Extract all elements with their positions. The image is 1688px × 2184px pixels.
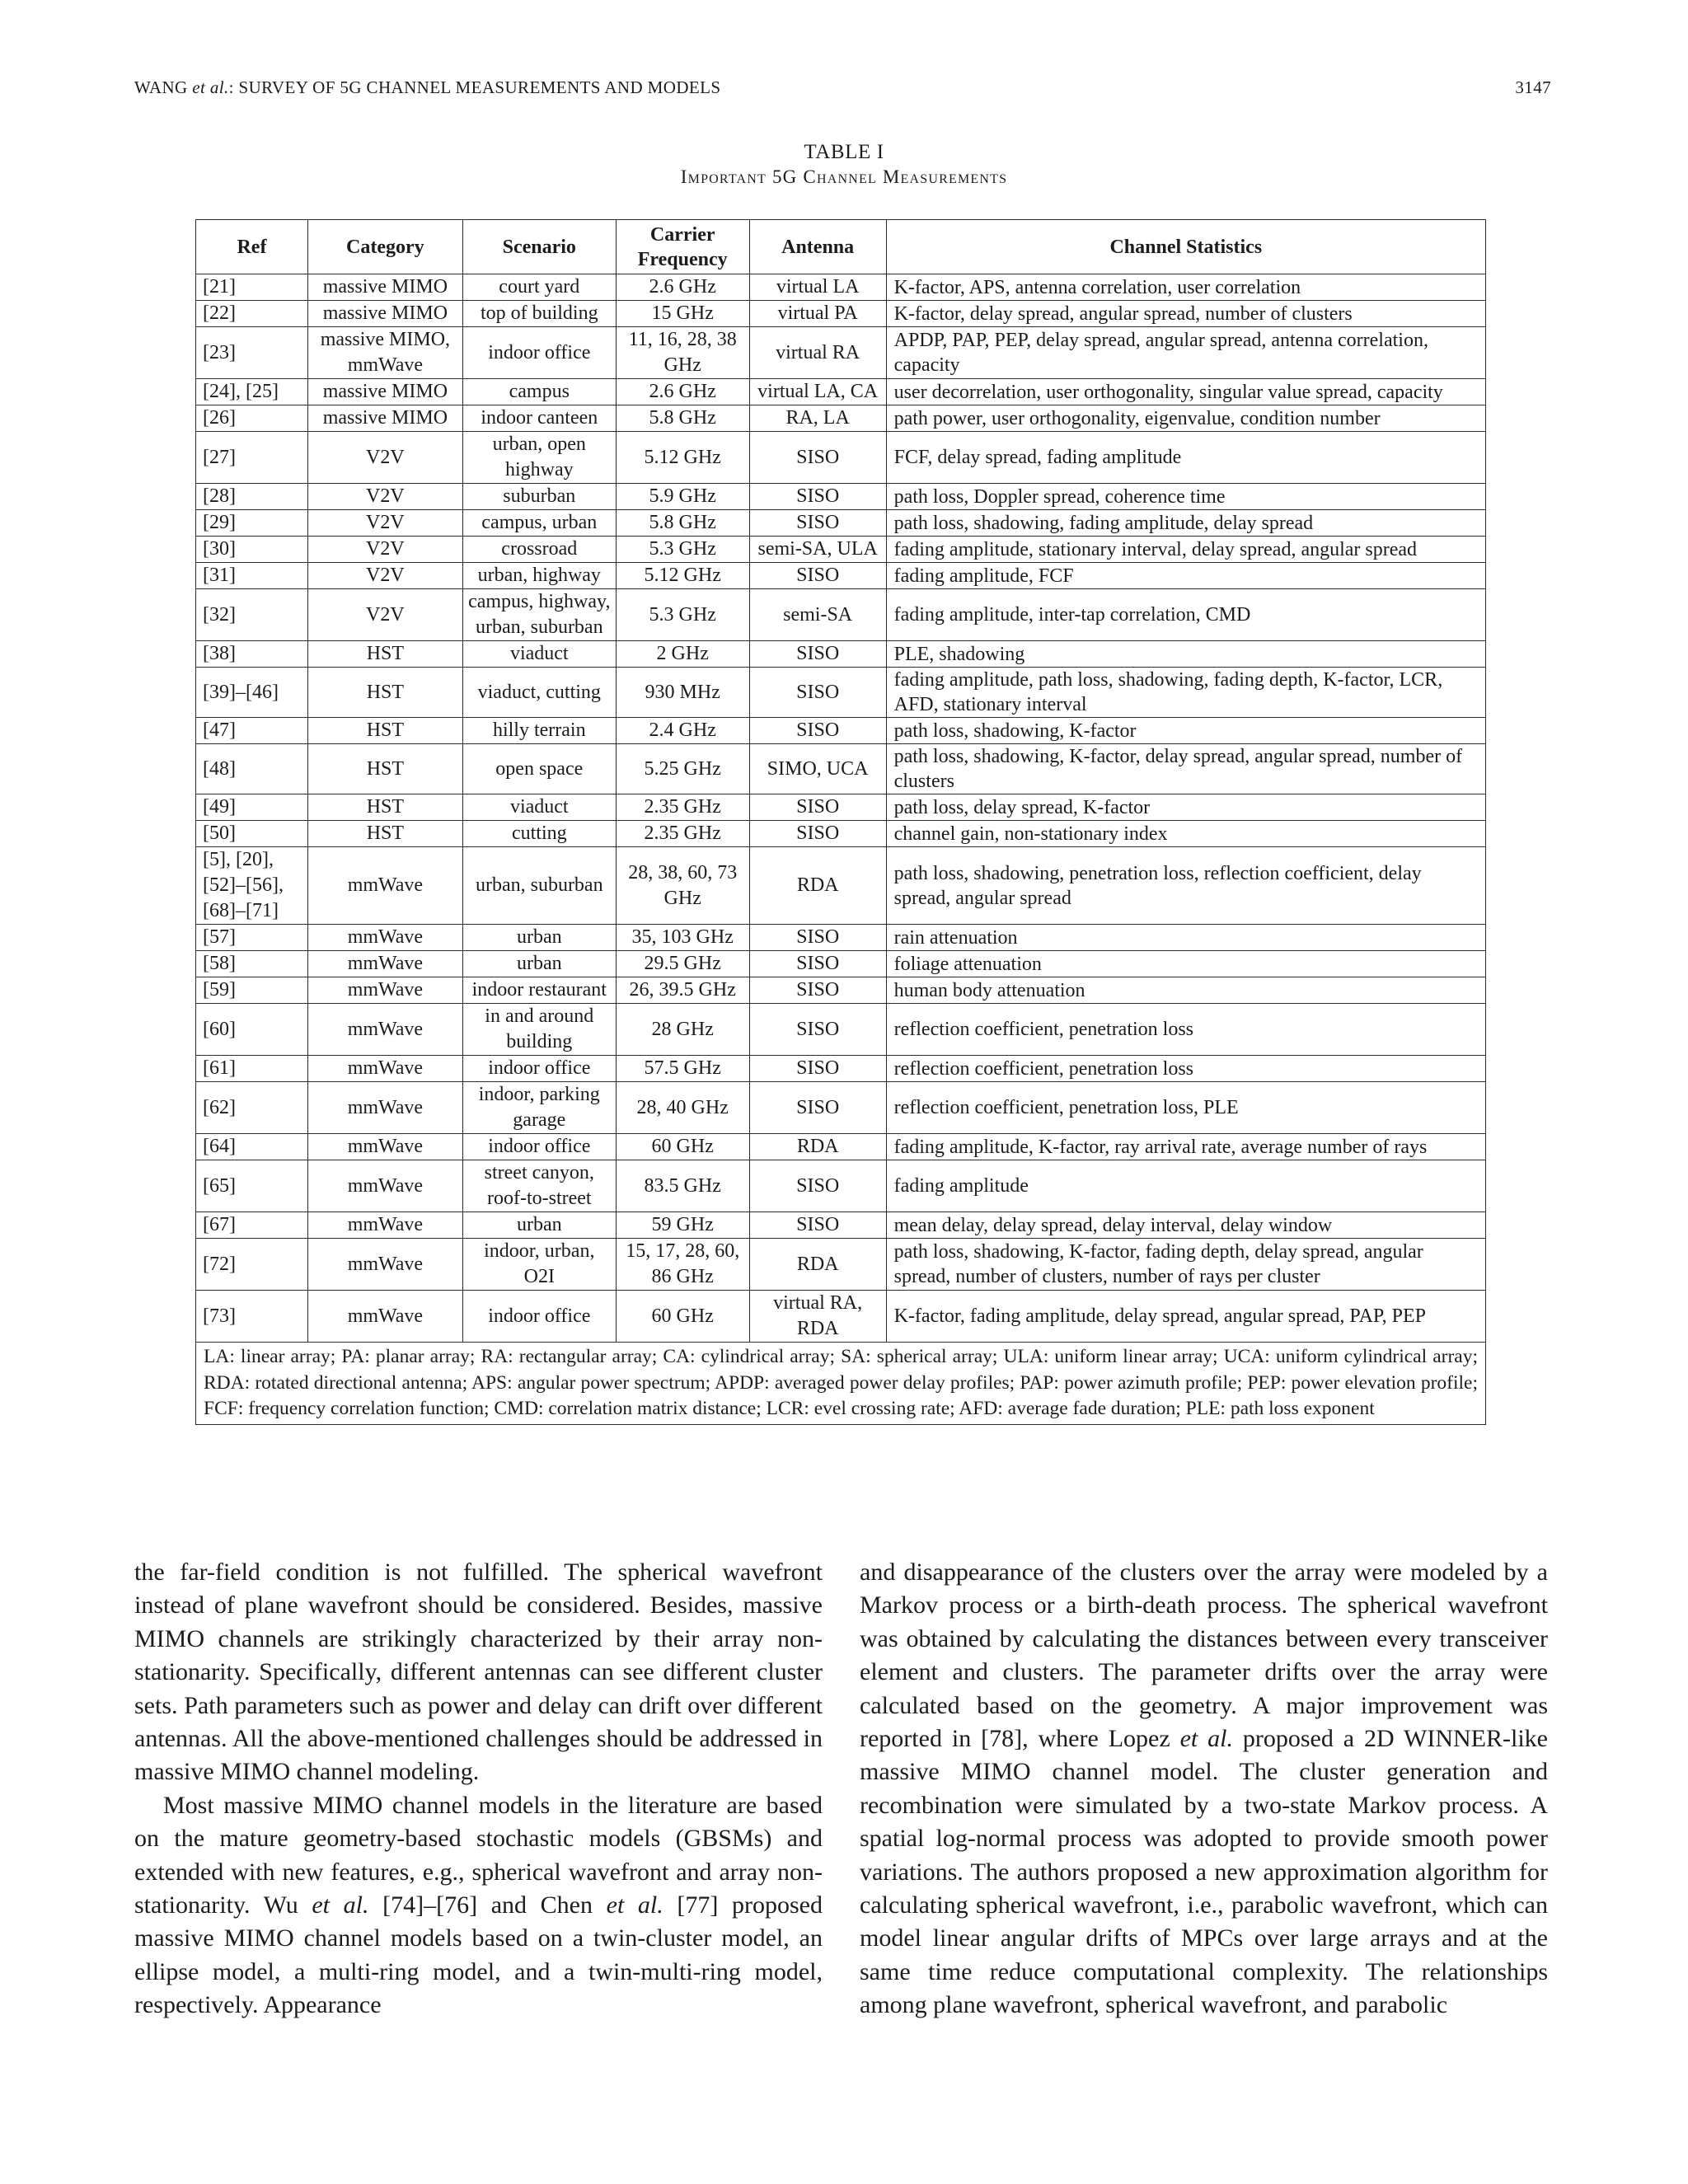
cell-channel-statistics: path loss, shadowing, penetration loss, reflection coefficient, delay spread, angular spread [886, 847, 1485, 925]
cell-frequency: 5.12 GHz [616, 563, 749, 589]
cell-antenna: RDA [749, 1134, 886, 1160]
cell-scenario: cutting [462, 821, 616, 847]
cell-antenna: virtual RA, RDA [749, 1291, 886, 1343]
cell-frequency: 2.35 GHz [616, 794, 749, 821]
table-row [196, 484, 1486, 510]
cell-channel-statistics: path loss, delay spread, K-factor [886, 794, 1485, 821]
cell-ref: [24], [25] [196, 379, 308, 405]
cell-frequency: 2.35 GHz [616, 821, 749, 847]
cell-ref: [5], [20], [52]–[56], [68]–[71] [196, 847, 308, 925]
cell-frequency: 28, 40 GHz [616, 1082, 749, 1134]
cell-category: mmWave [307, 1004, 462, 1056]
cell-frequency: 2.4 GHz [616, 718, 749, 744]
running-title [134, 77, 720, 98]
table-row [196, 847, 1486, 925]
cell-frequency: 11, 16, 28, 38 GHz [616, 327, 749, 379]
cell-ref: [27] [196, 432, 308, 484]
cell-category: massive MIMO [307, 301, 462, 327]
cell-channel-statistics: FCF, delay spread, fading amplitude [886, 432, 1485, 484]
cell-scenario: indoor canteen [462, 405, 616, 432]
cell-category: mmWave [307, 1056, 462, 1082]
cell-antenna: SISO [749, 432, 886, 484]
header-channel-statistics: Channel Statistics [886, 220, 1485, 274]
cell-antenna: SISO [749, 563, 886, 589]
cell-ref: [73] [196, 1291, 308, 1343]
cell-channel-statistics: fading amplitude, stationary interval, delay spread, angular spread [886, 537, 1485, 563]
table-row [196, 718, 1486, 744]
cell-category: V2V [307, 537, 462, 563]
cell-channel-statistics: reflection coefficient, penetration loss [886, 1056, 1485, 1082]
cell-ref: [65] [196, 1160, 308, 1212]
cell-frequency: 28 GHz [616, 1004, 749, 1056]
cell-category: massive MIMO [307, 379, 462, 405]
cell-scenario: campus, highway, urban, suburban [462, 589, 616, 641]
cell-category: V2V [307, 484, 462, 510]
cell-antenna: SISO [749, 484, 886, 510]
table-row [196, 589, 1486, 641]
cell-scenario: urban, suburban [462, 847, 616, 925]
cell-frequency: 5.3 GHz [616, 537, 749, 563]
cell-channel-statistics: K-factor, fading amplitude, delay spread, angular spread, PAP, PEP [886, 1291, 1485, 1343]
table-row [196, 301, 1486, 327]
table-caption [0, 140, 1688, 190]
cell-category: massive MIMO [307, 274, 462, 301]
header-antenna: Antenna [749, 220, 886, 274]
cell-frequency: 15, 17, 28, 60, 86 GHz [616, 1239, 749, 1291]
header-scenario: Scenario [462, 220, 616, 274]
body-column-right [860, 1556, 1548, 2022]
cell-frequency: 59 GHz [616, 1212, 749, 1239]
table-row [196, 1082, 1486, 1134]
text-run: [77] proposed massive MIMO channel models based on a twin-cluster model, an ellipse model, a multi-ring model, and a twin-multi-ring model, respectively. Appearance [134, 1891, 823, 2019]
cell-category: mmWave [307, 977, 462, 1004]
table-label: TABLE I [804, 141, 884, 163]
cell-frequency: 2.6 GHz [616, 274, 749, 301]
author-name: WANG [134, 77, 188, 97]
cell-scenario: campus, urban [462, 510, 616, 537]
cell-antenna: RDA [749, 847, 886, 925]
cell-category: HST [307, 718, 462, 744]
cell-antenna: RA, LA [749, 405, 886, 432]
cell-channel-statistics: foliage attenuation [886, 951, 1485, 977]
table-row [196, 327, 1486, 379]
cell-category: mmWave [307, 1160, 462, 1212]
cell-ref: [22] [196, 301, 308, 327]
cell-scenario: urban, highway [462, 563, 616, 589]
cell-category: mmWave [307, 925, 462, 951]
cell-scenario: viaduct [462, 641, 616, 668]
cell-frequency: 60 GHz [616, 1134, 749, 1160]
body-column-left [134, 1556, 823, 2022]
cell-frequency: 35, 103 GHz [616, 925, 749, 951]
cell-scenario: urban [462, 925, 616, 951]
cell-antenna: virtual PA [749, 301, 886, 327]
cell-frequency: 29.5 GHz [616, 951, 749, 977]
cell-channel-statistics: channel gain, non-stationary index [886, 821, 1485, 847]
cell-ref: [30] [196, 537, 308, 563]
cell-category: HST [307, 668, 462, 718]
cell-ref: [28] [196, 484, 308, 510]
table-row [196, 1160, 1486, 1212]
cell-ref: [58] [196, 951, 308, 977]
table-title: Important 5G Channel Measurements [680, 166, 1008, 187]
cell-category: mmWave [307, 1134, 462, 1160]
cell-ref: [67] [196, 1212, 308, 1239]
table-row [196, 925, 1486, 951]
cell-channel-statistics: path loss, shadowing, K-factor, delay spread, angular spread, number of clusters [886, 744, 1485, 794]
journal-short-title: : SURVEY OF 5G CHANNEL MEASUREMENTS AND MODELS [228, 77, 721, 97]
paragraph [860, 1556, 1548, 2022]
et-al: et al. [606, 1891, 663, 1919]
cell-antenna: virtual LA, CA [749, 379, 886, 405]
table-row [196, 744, 1486, 794]
cell-channel-statistics: fading amplitude, FCF [886, 563, 1485, 589]
cell-frequency: 15 GHz [616, 301, 749, 327]
cell-ref: [60] [196, 1004, 308, 1056]
cell-category: mmWave [307, 1082, 462, 1134]
cell-category: HST [307, 744, 462, 794]
cell-category: HST [307, 641, 462, 668]
table-row [196, 405, 1486, 432]
cell-scenario: street canyon, roof-to-street [462, 1160, 616, 1212]
table-row [196, 668, 1486, 718]
cell-frequency: 5.9 GHz [616, 484, 749, 510]
cell-category: HST [307, 821, 462, 847]
table-footnote-row [196, 1343, 1486, 1425]
cell-channel-statistics: path power, user orthogonality, eigenvalue, condition number [886, 405, 1485, 432]
table-row [196, 1056, 1486, 1082]
cell-channel-statistics: fading amplitude [886, 1160, 1485, 1212]
cell-ref: [62] [196, 1082, 308, 1134]
cell-antenna: SISO [749, 510, 886, 537]
cell-scenario: urban [462, 951, 616, 977]
cell-channel-statistics: rain attenuation [886, 925, 1485, 951]
cell-category: mmWave [307, 1239, 462, 1291]
cell-frequency: 57.5 GHz [616, 1056, 749, 1082]
cell-category: V2V [307, 432, 462, 484]
text-run: Most massive MIMO channel models in the literature are based on the mature geometry-based stochastic models (GBSMs) and extended with new features, e.g., spherical wavefront and array non-stationarity. Wu [134, 1791, 823, 1919]
cell-antenna: SISO [749, 668, 886, 718]
cell-scenario: viaduct, cutting [462, 668, 616, 718]
table-row [196, 274, 1486, 301]
table-row [196, 537, 1486, 563]
cell-category: massive MIMO [307, 405, 462, 432]
cell-ref: [48] [196, 744, 308, 794]
cell-scenario: urban, open highway [462, 432, 616, 484]
cell-antenna: virtual LA [749, 274, 886, 301]
table-footnote: LA: linear array; PA: planar array; RA: rectangular array; CA: cylindrical array; SA: spherical array; ULA: uniform linear array; UCA: uniform cylindrical array; RDA: rotated directional antenna; APS: angular power spectrum; APDP: averaged power delay profiles; PAP: power azimuth profile; PEP: power elevation profile; FCF: frequency correlation function; CMD: correlation matrix distance; LCR: evel crossing rate; AFD: average fade duration; PLE: path loss exponent [196, 1343, 1486, 1425]
cell-category: V2V [307, 510, 462, 537]
paragraph: the far-field condition is not fulfilled. The spherical wavefront instead of plane wavefront should be considered. Besides, massive MIMO channels are strikingly characterized by their array non-stationarity. Specifically, different antennas can see different cluster sets. Path parameters such as power and delay can drift over different antennas. All the above-mentioned challenges should be addressed in massive MIMO channel modeling. [134, 1558, 823, 1786]
paragraph [134, 1789, 823, 2022]
cell-antenna: SISO [749, 951, 886, 977]
cell-antenna: SISO [749, 641, 886, 668]
cell-scenario: indoor office [462, 1134, 616, 1160]
cell-channel-statistics: K-factor, APS, antenna correlation, user correlation [886, 274, 1485, 301]
cell-channel-statistics: PLE, shadowing [886, 641, 1485, 668]
table-row [196, 951, 1486, 977]
cell-ref: [61] [196, 1056, 308, 1082]
running-header [134, 77, 1551, 98]
cell-antenna: SISO [749, 1056, 886, 1082]
cell-channel-statistics: fading amplitude, path loss, shadowing, fading depth, K-factor, LCR, AFD, stationary interval [886, 668, 1485, 718]
table-row [196, 1212, 1486, 1239]
cell-scenario: indoor office [462, 1291, 616, 1343]
text-run: and disappearance of the clusters over the array were modeled by a Markov process or a birth-death process. The spherical wavefront was obtained by calculating the distances between every transceiver element and clusters. The parameter drifts over the array were calculated based on the geometry. A major improvement was reported in [78], where Lopez [860, 1558, 1548, 1753]
cell-category: massive MIMO, mmWave [307, 327, 462, 379]
cell-antenna: SISO [749, 1212, 886, 1239]
cell-channel-statistics: user decorrelation, user orthogonality, singular value spread, capacity [886, 379, 1485, 405]
cell-scenario: indoor office [462, 327, 616, 379]
table-row [196, 1004, 1486, 1056]
cell-category: mmWave [307, 1212, 462, 1239]
cell-antenna: semi-SA [749, 589, 886, 641]
cell-antenna: virtual RA [749, 327, 886, 379]
cell-ref: [29] [196, 510, 308, 537]
cell-ref: [32] [196, 589, 308, 641]
cell-frequency: 5.25 GHz [616, 744, 749, 794]
text-run: [74]–[76] and Chen [368, 1891, 607, 1919]
cell-scenario: court yard [462, 274, 616, 301]
cell-ref: [38] [196, 641, 308, 668]
cell-category: V2V [307, 563, 462, 589]
cell-channel-statistics: path loss, shadowing, K-factor, fading depth, delay spread, angular spread, number of clusters, number of rays per cluster [886, 1239, 1485, 1291]
cell-scenario: hilly terrain [462, 718, 616, 744]
cell-channel-statistics: reflection coefficient, penetration loss, PLE [886, 1082, 1485, 1134]
cell-ref: [59] [196, 977, 308, 1004]
cell-antenna: SISO [749, 794, 886, 821]
cell-scenario: urban [462, 1212, 616, 1239]
cell-antenna: SIMO, UCA [749, 744, 886, 794]
table-header-row [196, 220, 1486, 274]
cell-ref: [47] [196, 718, 308, 744]
cell-ref: [64] [196, 1134, 308, 1160]
cell-ref: [49] [196, 794, 308, 821]
cell-scenario: campus [462, 379, 616, 405]
table-row [196, 1134, 1486, 1160]
page-number: 3147 [1515, 77, 1551, 97]
cell-frequency: 2 GHz [616, 641, 749, 668]
table-row [196, 977, 1486, 1004]
cell-antenna: SISO [749, 925, 886, 951]
table-row [196, 432, 1486, 484]
et-al: et al. [1179, 1725, 1233, 1753]
cell-ref: [31] [196, 563, 308, 589]
cell-channel-statistics: path loss, shadowing, fading amplitude, delay spread [886, 510, 1485, 537]
cell-antenna: SISO [749, 1082, 886, 1134]
header-ref: Ref [196, 220, 308, 274]
cell-channel-statistics: fading amplitude, K-factor, ray arrival rate, average number of rays [886, 1134, 1485, 1160]
table-row [196, 1291, 1486, 1343]
cell-channel-statistics: fading amplitude, inter-tap correlation, CMD [886, 589, 1485, 641]
cell-scenario: indoor office [462, 1056, 616, 1082]
table-row [196, 794, 1486, 821]
table-row [196, 563, 1486, 589]
cell-channel-statistics: APDP, PAP, PEP, delay spread, angular spread, antenna correlation, capacity [886, 327, 1485, 379]
cell-ref: [39]–[46] [196, 668, 308, 718]
cell-category: mmWave [307, 951, 462, 977]
cell-antenna: SISO [749, 821, 886, 847]
cell-category: mmWave [307, 847, 462, 925]
table-row [196, 821, 1486, 847]
text-run: proposed a 2D WINNER-like massive MIMO channel model. The cluster generation and recombination were simulated by a two-state Markov process. A spatial log-normal process was adopted to provide smooth power variations. The authors proposed a new approximation algorithm for calculating spherical wavefront, i.e., parabolic wavefront, which can model linear angular drifts of MPCs over large arrays and at the same time reduce computational complexity. The relationships among plane wavefront, spherical wavefront, and parabolic [860, 1725, 1548, 2019]
cell-scenario: in and around building [462, 1004, 616, 1056]
cell-scenario: top of building [462, 301, 616, 327]
cell-antenna: RDA [749, 1239, 886, 1291]
cell-ref: [26] [196, 405, 308, 432]
et-al: et al. [312, 1891, 369, 1919]
measurements-table [195, 219, 1486, 1425]
cell-channel-statistics: K-factor, delay spread, angular spread, number of clusters [886, 301, 1485, 327]
cell-ref: [72] [196, 1239, 308, 1291]
cell-category: V2V [307, 589, 462, 641]
cell-frequency: 28, 38, 60, 73 GHz [616, 847, 749, 925]
cell-scenario: open space [462, 744, 616, 794]
cell-scenario: crossroad [462, 537, 616, 563]
table-row [196, 379, 1486, 405]
table-row [196, 510, 1486, 537]
cell-frequency: 5.12 GHz [616, 432, 749, 484]
table-row [196, 1239, 1486, 1291]
cell-category: HST [307, 794, 462, 821]
cell-scenario: indoor, parking garage [462, 1082, 616, 1134]
cell-channel-statistics: mean delay, delay spread, delay interval, delay window [886, 1212, 1485, 1239]
cell-antenna: semi-SA, ULA [749, 537, 886, 563]
cell-channel-statistics: path loss, Doppler spread, coherence time [886, 484, 1485, 510]
cell-antenna: SISO [749, 977, 886, 1004]
cell-scenario: indoor restaurant [462, 977, 616, 1004]
cell-frequency: 5.3 GHz [616, 589, 749, 641]
table-row [196, 641, 1486, 668]
header-carrier-frequency: Carrier Frequency [616, 220, 749, 274]
header-category: Category [307, 220, 462, 274]
cell-frequency: 5.8 GHz [616, 405, 749, 432]
cell-frequency: 60 GHz [616, 1291, 749, 1343]
cell-scenario: indoor, urban, O2I [462, 1239, 616, 1291]
cell-channel-statistics: human body attenuation [886, 977, 1485, 1004]
cell-antenna: SISO [749, 1160, 886, 1212]
cell-frequency: 5.8 GHz [616, 510, 749, 537]
cell-frequency: 930 MHz [616, 668, 749, 718]
et-al: et al. [192, 77, 229, 97]
cell-ref: [23] [196, 327, 308, 379]
cell-scenario: suburban [462, 484, 616, 510]
cell-ref: [57] [196, 925, 308, 951]
cell-scenario: viaduct [462, 794, 616, 821]
cell-frequency: 2.6 GHz [616, 379, 749, 405]
cell-ref: [50] [196, 821, 308, 847]
cell-channel-statistics: reflection coefficient, penetration loss [886, 1004, 1485, 1056]
cell-ref: [21] [196, 274, 308, 301]
cell-frequency: 83.5 GHz [616, 1160, 749, 1212]
cell-category: mmWave [307, 1291, 462, 1343]
cell-antenna: SISO [749, 718, 886, 744]
cell-antenna: SISO [749, 1004, 886, 1056]
cell-channel-statistics: path loss, shadowing, K-factor [886, 718, 1485, 744]
cell-frequency: 26, 39.5 GHz [616, 977, 749, 1004]
